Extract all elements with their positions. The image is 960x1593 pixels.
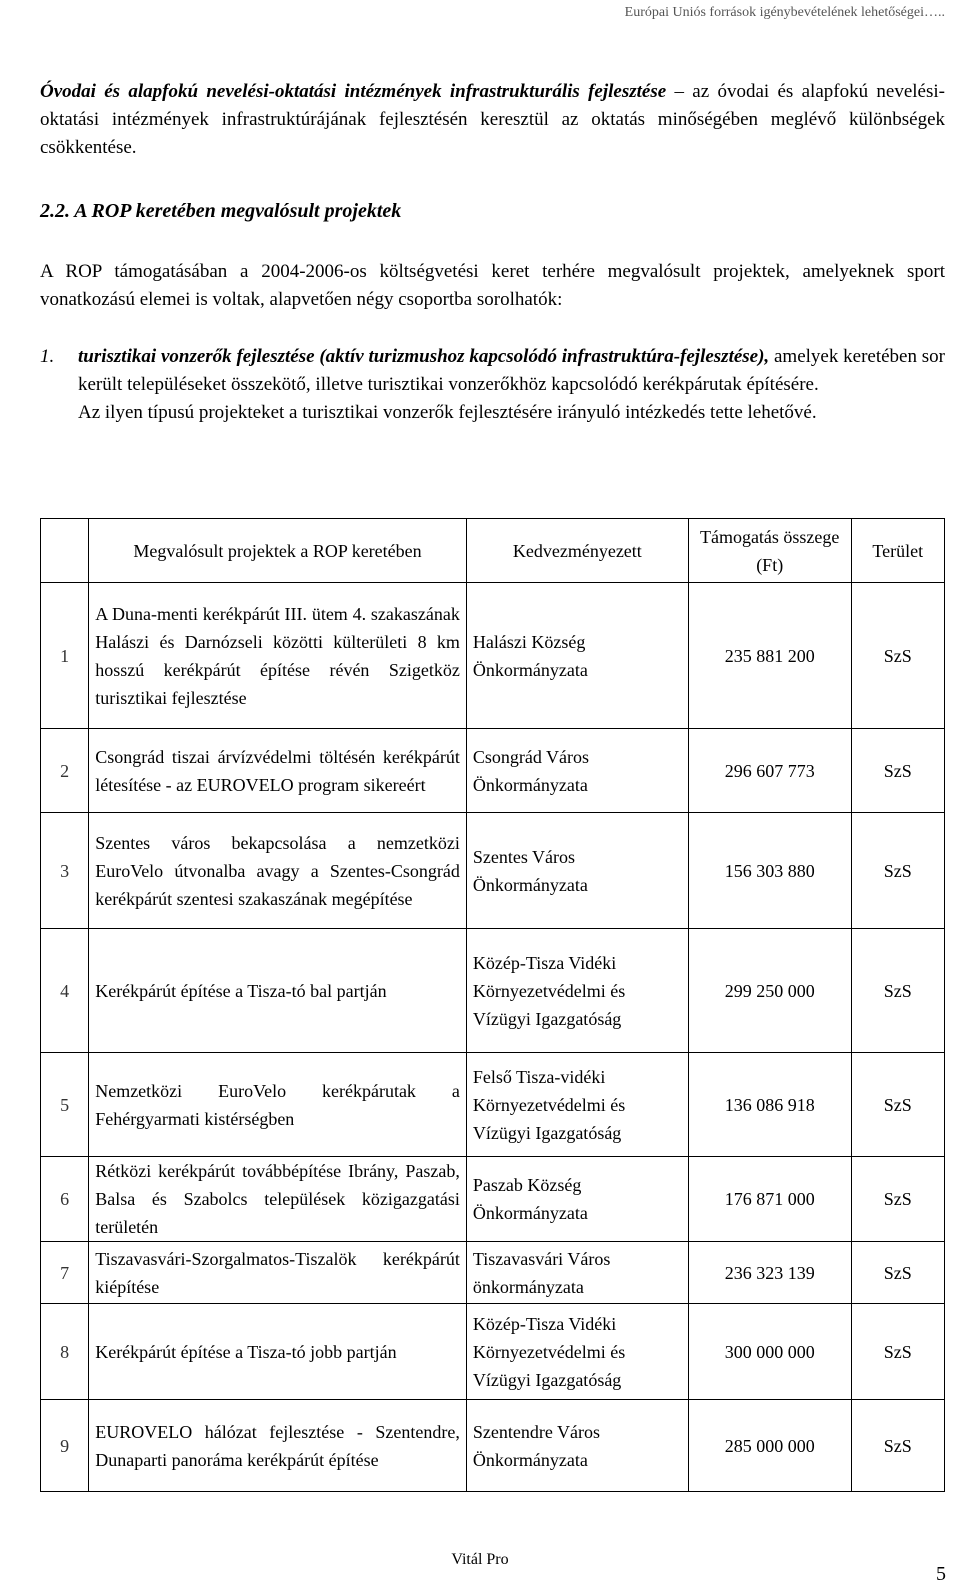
- row-number: 3: [41, 813, 89, 929]
- table-row: [41, 1400, 945, 1492]
- row-project: Nemzetközi EuroVelo kerékpárutak a Fehérgyarmati kistérségben: [89, 1053, 467, 1157]
- row-amount: 136 086 918: [688, 1053, 851, 1157]
- row-area: SzS: [851, 813, 944, 929]
- intro-paragraph: [40, 78, 945, 162]
- row-amount: 156 303 880: [688, 813, 851, 929]
- table-row: [41, 729, 945, 813]
- page-number: 5: [936, 1563, 946, 1585]
- row-area: SzS: [851, 1400, 944, 1492]
- intro-emphasis: Óvodai és alapfokú nevelési-oktatási intézmények infrastrukturális fejlesztése: [40, 81, 667, 102]
- row-area: SzS: [851, 1304, 944, 1400]
- row-amount: 235 881 200: [688, 583, 851, 729]
- row-number: 9: [41, 1400, 89, 1492]
- row-amount: 176 871 000: [688, 1157, 851, 1242]
- table-row: [41, 1157, 945, 1242]
- header-project: Megvalósult projektek a ROP keretében: [89, 519, 467, 583]
- footer-author: Vitál Pro: [451, 1551, 509, 1568]
- row-beneficiary: Szentendre Város Önkormányzata: [466, 1400, 688, 1492]
- projects-table: [40, 518, 945, 1492]
- section-title: 2.2. A ROP keretében megvalósult projektek: [40, 200, 402, 222]
- row-project: Tiszavasvári-Szorgalmatos-Tiszalök kerékpárút kiépítése: [89, 1242, 467, 1304]
- table-row: [41, 583, 945, 729]
- running-header: Európai Uniós források igénybevételének lehetőségei…..: [624, 5, 945, 20]
- row-area: SzS: [851, 1053, 944, 1157]
- table-row: [41, 1304, 945, 1400]
- body-paragraph: A ROP támogatásában a 2004-2006-os költségvetési keret terhére megvalósult projektek, amelyeknek sport vonatkozású elemei is voltak, alapvetően négy csoportba sorolhatók:: [40, 261, 945, 310]
- row-project: EUROVELO hálózat fejlesztése - Szentendre, Dunaparti panoráma kerékpárút építése: [89, 1400, 467, 1492]
- row-project: A Duna-menti kerékpárút III. ütem 4. szakaszának Halászi és Darnózseli közötti külterületi 8 km hosszú kerékpárút építése révén Szigetköz turisztikai fejlesztése: [89, 583, 467, 729]
- row-amount: 299 250 000: [688, 929, 851, 1053]
- header-num: [41, 519, 89, 583]
- row-area: SzS: [851, 929, 944, 1053]
- row-beneficiary: Közép-Tisza Vidéki Környezetvédelmi és Vízügyi Igazgatóság: [466, 1304, 688, 1400]
- row-area: SzS: [851, 1157, 944, 1242]
- row-project: Kerékpárút építése a Tisza-tó bal partján: [89, 929, 467, 1053]
- header-area: Terület: [851, 519, 944, 583]
- row-amount: 285 000 000: [688, 1400, 851, 1492]
- row-area: SzS: [851, 1242, 944, 1304]
- row-number: 4: [41, 929, 89, 1053]
- intro-rest: – az óvodai és alapfokú nevelési-oktatási intézmények infrastruktúrájának fejlesztésén keresztül az oktatás minőségében meglévő különbségek csökkentése.: [40, 81, 945, 158]
- row-number: 2: [41, 729, 89, 813]
- list-item-number: 1.: [40, 346, 55, 367]
- table-body: [41, 583, 945, 1492]
- list-item-1: [40, 343, 945, 427]
- table-header-row: [41, 519, 945, 583]
- row-number: 6: [41, 1157, 89, 1242]
- row-area: SzS: [851, 729, 944, 813]
- row-amount: 296 607 773: [688, 729, 851, 813]
- header-beneficiary: Kedvezményezett: [466, 519, 688, 583]
- list-item-note: Az ilyen típusú projekteket a turisztikai vonzerők fejlesztésére irányuló intézkedés tette lehetővé.: [78, 402, 817, 423]
- row-beneficiary: Halászi Község Önkormányzata: [466, 583, 688, 729]
- row-number: 5: [41, 1053, 89, 1157]
- row-project: Rétközi kerékpárút továbbépítése Ibrány, Paszab, Balsa és Szabolcs települések közigazgatási területén: [89, 1157, 467, 1242]
- row-project: Kerékpárút építése a Tisza-tó jobb partján: [89, 1304, 467, 1400]
- row-number: 8: [41, 1304, 89, 1400]
- row-number: 7: [41, 1242, 89, 1304]
- row-beneficiary: Tiszavasvári Város önkormányzata: [466, 1242, 688, 1304]
- header-amount: Támogatás összege (Ft): [688, 519, 851, 583]
- list-item-body: [78, 343, 945, 427]
- row-project: Csongrád tiszai árvízvédelmi töltésén kerékpárút létesítése - az EUROVELO program sikereért: [89, 729, 467, 813]
- row-amount: 300 000 000: [688, 1304, 851, 1400]
- row-number: 1: [41, 583, 89, 729]
- row-beneficiary: Csongrád Város Önkormányzata: [466, 729, 688, 813]
- row-amount: 236 323 139: [688, 1242, 851, 1304]
- row-beneficiary: Szentes Város Önkormányzata: [466, 813, 688, 929]
- row-beneficiary: Paszab Község Önkormányzata: [466, 1157, 688, 1242]
- row-area: SzS: [851, 583, 944, 729]
- table-row: [41, 929, 945, 1053]
- list-item-emphasis: turisztikai vonzerők fejlesztése (aktív turizmushoz kapcsolódó infrastruktúra-fejlesztése),: [78, 346, 770, 367]
- list-item-text: amelyek keretében sor került településeket összekötő, illetve turisztikai vonzerőkhöz kapcsolódó kerékpárutak építésére.: [78, 346, 945, 395]
- table-row: [41, 1242, 945, 1304]
- row-beneficiary: Felső Tisza-vidéki Környezetvédelmi és Vízügyi Igazgatóság: [466, 1053, 688, 1157]
- table-row: [41, 813, 945, 929]
- row-beneficiary: Közép-Tisza Vidéki Környezetvédelmi és Vízügyi Igazgatóság: [466, 929, 688, 1053]
- table-row: [41, 1053, 945, 1157]
- row-project: Szentes város bekapcsolása a nemzetközi EuroVelo útvonalba avagy a Szentes-Csongrád kerékpárút szentesi szakaszának megépítése: [89, 813, 467, 929]
